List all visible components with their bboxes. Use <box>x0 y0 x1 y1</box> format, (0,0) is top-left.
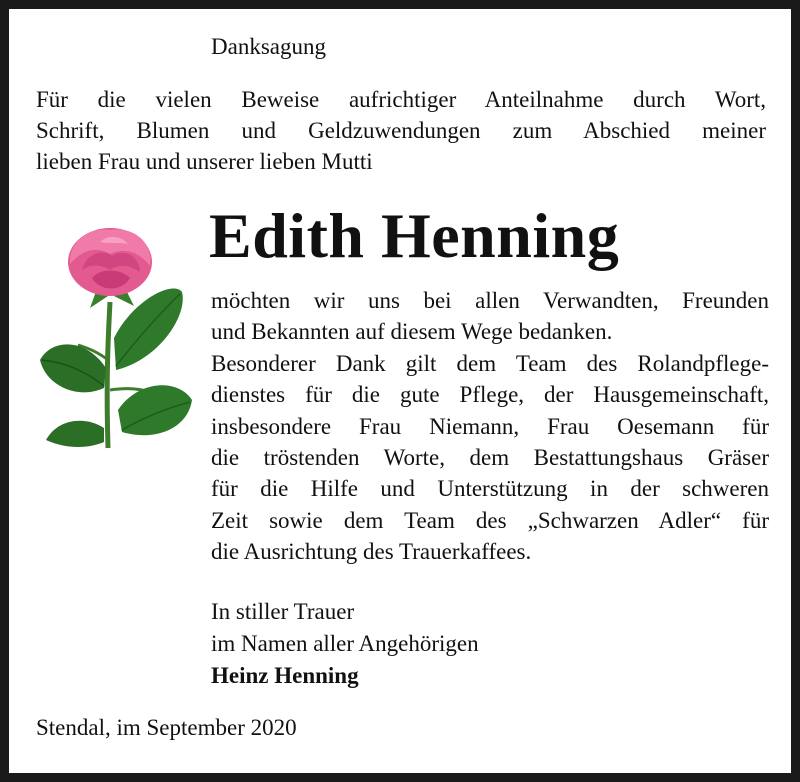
body-line: für die Hilfe und Unterstützung in der schweren <box>211 476 769 502</box>
intro-line: Für die vielen Beweise aufrichtiger Anteilnahme durch Wort, <box>36 87 766 112</box>
body-line: die Ausrichtung des Trauerkaffees. <box>211 539 532 565</box>
body-line: insbesondere Frau Niemann, Frau Oesemann für <box>211 413 769 439</box>
intro-line: Schrift, Blumen und Geldzuwendungen zum Abschied meiner <box>36 118 766 143</box>
intro-line: lieben Frau und unserer lieben Mutti <box>36 149 373 174</box>
place-date: Stendal, im September 2020 <box>36 715 297 740</box>
rose-image <box>38 220 196 450</box>
signer-name: Heinz Henning <box>211 663 359 688</box>
signature-line-mourning: In stiller Trauer <box>211 599 355 624</box>
deceased-name: Edith Henning <box>209 200 620 271</box>
body-text <box>211 285 769 568</box>
body-line: und Bekannten auf diesem Wege bedanken. <box>211 319 613 345</box>
signature-line-family: im Namen aller Angehörigen <box>211 631 479 656</box>
body-line: dienstes für die gute Pflege, der Hausgemeinschaft, <box>211 382 769 408</box>
intro-text <box>36 84 766 177</box>
body-line: die tröstenden Worte, dem Bestattungshaus Gräser <box>211 444 769 470</box>
body-line: möchten wir uns bei allen Verwandten, Freunden <box>211 288 769 313</box>
body-line: Zeit sowie dem Team des „Schwarzen Adler“ für <box>211 507 769 533</box>
body-line: Besonderer Dank gilt dem Team des Rolandpflege- <box>211 350 769 376</box>
notice-heading: Danksagung <box>211 34 326 59</box>
signature-block <box>211 596 479 692</box>
